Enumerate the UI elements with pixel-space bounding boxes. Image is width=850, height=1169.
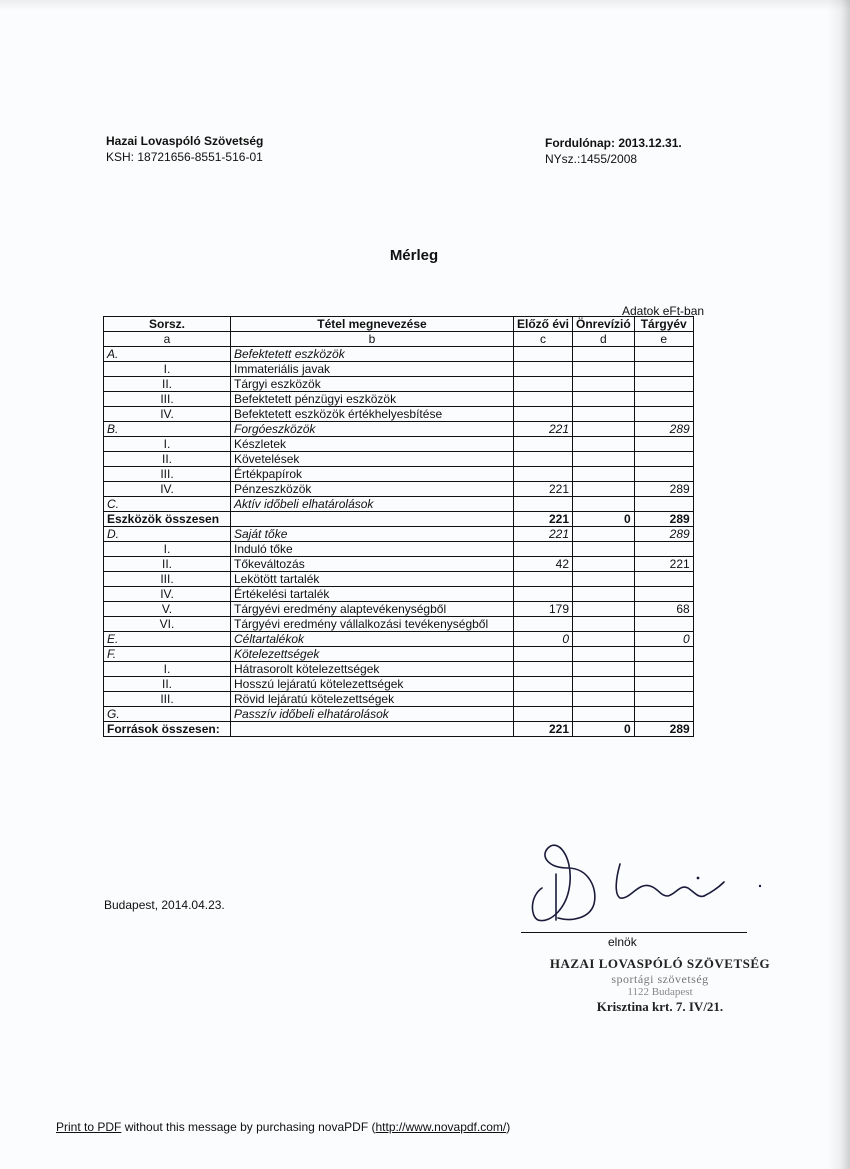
- value-onrevizio: [573, 662, 635, 677]
- value-elozo-evi: [514, 647, 573, 662]
- value-onrevizio: [573, 617, 635, 632]
- value-onrevizio: [573, 392, 635, 407]
- table-row: [104, 362, 694, 377]
- value-onrevizio: [573, 707, 635, 722]
- table-row: [104, 572, 694, 587]
- value-targyev: [634, 392, 693, 407]
- value-elozo-evi: 179: [514, 602, 573, 617]
- value-onrevizio: [573, 407, 635, 422]
- stamp-line-3: 1122 Budapest: [627, 986, 693, 998]
- header-targyev: Tárgyév: [634, 317, 693, 332]
- row-label: Befektetett eszközök: [231, 347, 514, 362]
- row-code: II.: [104, 557, 231, 572]
- row-code: II.: [104, 452, 231, 467]
- row-label: Forgóeszközök: [231, 422, 514, 437]
- row-label: Hosszú lejáratú kötelezettségek: [231, 677, 514, 692]
- table-row: [104, 527, 694, 542]
- value-targyev: [634, 647, 693, 662]
- table-header-row: [104, 317, 694, 332]
- table-row: [104, 347, 694, 362]
- row-label: Kötelezettségek: [231, 647, 514, 662]
- row-code: F.: [104, 647, 231, 662]
- value-targyev: 289: [634, 482, 693, 497]
- value-onrevizio: [573, 422, 635, 437]
- table-row: [104, 482, 694, 497]
- value-onrevizio: [573, 452, 635, 467]
- table-row: [104, 392, 694, 407]
- letter-a: a: [104, 332, 231, 347]
- value-elozo-evi: 221: [514, 422, 573, 437]
- page-title: Mérleg: [389, 247, 439, 264]
- value-targyev: [634, 407, 693, 422]
- value-elozo-evi: [514, 362, 573, 377]
- letter-c: c: [514, 332, 573, 347]
- value-elozo-evi: [514, 437, 573, 452]
- value-onrevizio: 0: [573, 722, 635, 737]
- table-row: [104, 707, 694, 722]
- value-targyev: [634, 377, 693, 392]
- row-code: D.: [104, 527, 231, 542]
- row-code: Források összesen:: [104, 722, 231, 737]
- value-targyev: 289: [634, 527, 693, 542]
- table-row: [104, 677, 694, 692]
- signature-line: [521, 932, 747, 933]
- value-targyev: [634, 692, 693, 707]
- row-code: IV.: [104, 587, 231, 602]
- row-code: C.: [104, 497, 231, 512]
- footer-end: ): [506, 1120, 511, 1134]
- table-row: [104, 467, 694, 482]
- row-label: Aktív időbeli elhatárolások: [231, 497, 514, 512]
- row-label: Passzív időbeli elhatárolások: [231, 707, 514, 722]
- organization-name: Hazai Lovaspóló Szövetség: [106, 134, 264, 148]
- row-label: [231, 722, 514, 737]
- value-targyev: 289: [634, 512, 693, 527]
- value-onrevizio: [573, 467, 635, 482]
- value-onrevizio: [573, 482, 635, 497]
- table-row: [104, 512, 694, 527]
- date-block: [545, 135, 682, 167]
- row-label: Céltartalékok: [231, 632, 514, 647]
- value-onrevizio: [573, 437, 635, 452]
- row-code: III.: [104, 467, 231, 482]
- row-label: Befektetett pénzügyi eszközök: [231, 392, 514, 407]
- value-elozo-evi: [514, 497, 573, 512]
- signatory-role: elnök: [608, 935, 637, 949]
- row-code: III.: [104, 692, 231, 707]
- table-row: [104, 542, 694, 557]
- table-row: [104, 692, 694, 707]
- table-row: [104, 377, 694, 392]
- row-label: Értékelési tartalék: [231, 587, 514, 602]
- row-code: I.: [104, 662, 231, 677]
- row-label: Immateriális javak: [231, 362, 514, 377]
- row-code: I.: [104, 437, 231, 452]
- row-label: Tárgyévi eredmény alaptevékenységből: [231, 602, 514, 617]
- row-code: V.: [104, 602, 231, 617]
- row-label: Rövid lejáratú kötelezettségek: [231, 692, 514, 707]
- footer-text: without this message by purchasing novaPDF (: [121, 1120, 376, 1134]
- row-label: Befektetett eszközök értékhelyesbítése: [231, 407, 514, 422]
- header-onrevizio: Önrevízió: [573, 317, 635, 332]
- letter-b: b: [231, 332, 514, 347]
- header-elozo-evi: Előző évi: [514, 317, 573, 332]
- value-elozo-evi: [514, 377, 573, 392]
- table-row: [104, 722, 694, 737]
- unit-note: Adatok eFt-ban: [622, 304, 705, 318]
- row-label: Induló tőke: [231, 542, 514, 557]
- stamp-line-1: HAZAI LOVASPÓLÓ SZÖVETSÉG: [549, 956, 771, 971]
- row-label: [231, 512, 514, 527]
- value-onrevizio: [573, 572, 635, 587]
- row-label: Tárgyévi eredmény vállalkozási tevékenységből: [231, 617, 514, 632]
- table-row: [104, 617, 694, 632]
- letter-d: d: [573, 332, 635, 347]
- scan-right-edge: [828, 0, 850, 1169]
- stamp-line-2: sportági szövetség: [611, 972, 709, 986]
- value-elozo-evi: [514, 707, 573, 722]
- table-row: [104, 587, 694, 602]
- value-onrevizio: [573, 527, 635, 542]
- ksh-number: KSH: 18721656-8551-516-01: [106, 150, 263, 164]
- row-code: E.: [104, 632, 231, 647]
- row-code: G.: [104, 707, 231, 722]
- row-label: Tőkeváltozás: [231, 557, 514, 572]
- table-row: [104, 662, 694, 677]
- organization-stamp: [540, 956, 780, 1016]
- footer-note: [56, 1120, 510, 1134]
- value-elozo-evi: [514, 677, 573, 692]
- value-onrevizio: [573, 497, 635, 512]
- value-elozo-evi: [514, 347, 573, 362]
- value-onrevizio: [573, 632, 635, 647]
- value-targyev: [634, 452, 693, 467]
- value-onrevizio: [573, 362, 635, 377]
- value-elozo-evi: 42: [514, 557, 573, 572]
- row-code: II.: [104, 677, 231, 692]
- value-elozo-evi: 221: [514, 722, 573, 737]
- row-code: VI.: [104, 617, 231, 632]
- value-targyev: [634, 662, 693, 677]
- value-elozo-evi: [514, 662, 573, 677]
- row-label: Készletek: [231, 437, 514, 452]
- value-elozo-evi: 221: [514, 512, 573, 527]
- novapdf-link[interactable]: http://www.novapdf.com/: [375, 1120, 507, 1134]
- value-targyev: [634, 707, 693, 722]
- value-onrevizio: [573, 587, 635, 602]
- header-sorsz: Sorsz.: [104, 317, 231, 332]
- value-onrevizio: [573, 647, 635, 662]
- balance-sheet-table: [103, 316, 694, 737]
- value-onrevizio: [573, 542, 635, 557]
- value-targyev: [634, 362, 693, 377]
- value-targyev: [634, 437, 693, 452]
- row-code: I.: [104, 362, 231, 377]
- value-targyev: [634, 467, 693, 482]
- value-elozo-evi: [514, 572, 573, 587]
- value-elozo-evi: [514, 692, 573, 707]
- row-code: IV.: [104, 407, 231, 422]
- value-onrevizio: [573, 677, 635, 692]
- value-elozo-evi: [514, 542, 573, 557]
- row-code: III.: [104, 392, 231, 407]
- value-onrevizio: [573, 602, 635, 617]
- nysz-number: NYsz.:1455/2008: [545, 152, 638, 166]
- row-label: Tárgyi eszközök: [231, 377, 514, 392]
- table-row: [104, 437, 694, 452]
- table-row: [104, 647, 694, 662]
- value-elozo-evi: [514, 617, 573, 632]
- column-letter-row: [104, 332, 694, 347]
- value-targyev: [634, 587, 693, 602]
- print-to-pdf-link[interactable]: Print to PDF: [56, 1120, 122, 1134]
- place-and-date: Budapest, 2014.04.23.: [104, 898, 225, 912]
- row-code: B.: [104, 422, 231, 437]
- table-row: [104, 407, 694, 422]
- handwritten-signature: [528, 838, 768, 933]
- value-onrevizio: 0: [573, 512, 635, 527]
- value-targyev: 0: [634, 632, 693, 647]
- row-label: Lekötött tartalék: [231, 572, 514, 587]
- fordulonap: Fordulónap: 2013.12.31.: [545, 136, 682, 150]
- value-onrevizio: [573, 347, 635, 362]
- value-targyev: [634, 617, 693, 632]
- value-targyev: [634, 542, 693, 557]
- value-elozo-evi: [514, 407, 573, 422]
- value-elozo-evi: 0: [514, 632, 573, 647]
- value-elozo-evi: 221: [514, 527, 573, 542]
- row-code: II.: [104, 377, 231, 392]
- table-row: [104, 422, 694, 437]
- table-row: [104, 452, 694, 467]
- table-row: [104, 632, 694, 647]
- value-onrevizio: [573, 557, 635, 572]
- row-code: Eszközök összesen: [104, 512, 231, 527]
- value-elozo-evi: [514, 587, 573, 602]
- value-elozo-evi: 221: [514, 482, 573, 497]
- value-targyev: 221: [634, 557, 693, 572]
- header-tetel: Tétel megnevezése: [231, 317, 514, 332]
- value-elozo-evi: [514, 452, 573, 467]
- row-label: Hátrasorolt kötelezettségek: [231, 662, 514, 677]
- table-row: [104, 602, 694, 617]
- stamp-line-4: Krisztina krt. 7. IV/21.: [596, 999, 724, 1014]
- row-code: IV.: [104, 482, 231, 497]
- row-label: Saját tőke: [231, 527, 514, 542]
- value-onrevizio: [573, 692, 635, 707]
- value-targyev: 68: [634, 602, 693, 617]
- value-targyev: [634, 497, 693, 512]
- organization-block: [106, 133, 263, 165]
- row-label: Követelések: [231, 452, 514, 467]
- value-elozo-evi: [514, 467, 573, 482]
- row-code: I.: [104, 542, 231, 557]
- row-code: III.: [104, 572, 231, 587]
- table-row: [104, 557, 694, 572]
- scan-top-edge: [0, 0, 850, 10]
- table-row: [104, 497, 694, 512]
- value-targyev: 289: [634, 422, 693, 437]
- value-targyev: [634, 677, 693, 692]
- value-elozo-evi: [514, 392, 573, 407]
- value-targyev: [634, 572, 693, 587]
- row-label: Értékpapírok: [231, 467, 514, 482]
- letter-e: e: [634, 332, 693, 347]
- value-targyev: 289: [634, 722, 693, 737]
- value-targyev: [634, 347, 693, 362]
- value-onrevizio: [573, 377, 635, 392]
- row-label: Pénzeszközök: [231, 482, 514, 497]
- row-code: A.: [104, 347, 231, 362]
